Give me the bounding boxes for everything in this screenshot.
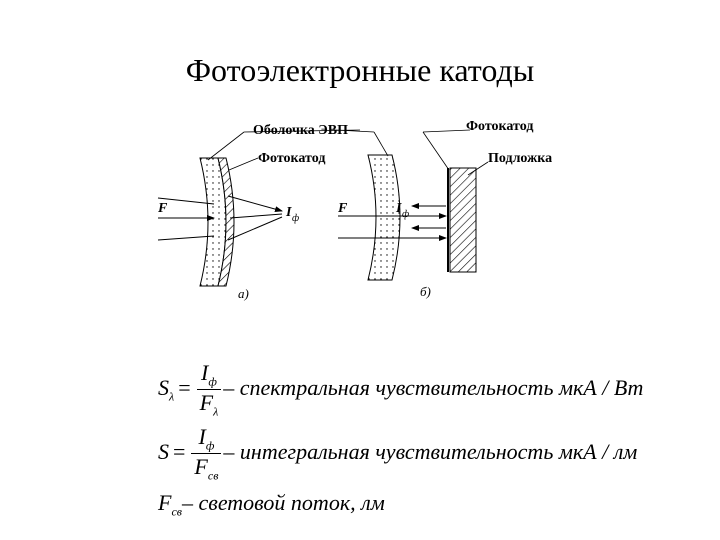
electron-ray-2-a — [230, 214, 282, 218]
formula-integral-sensitivity: S = $\frac{I_ф}{F_{св}}$ – интегральная чувствительность мкА / лм — [158, 424, 638, 483]
label-current-sub-a: ф — [292, 213, 300, 224]
formula1-num-sub: ф — [208, 374, 217, 389]
label-substrate-b: Подложка — [488, 151, 553, 166]
formula1-den: F — [199, 390, 214, 416]
ray-in-3-a — [158, 236, 214, 240]
formula3-text: – световой поток, лм — [182, 490, 385, 515]
formula2-text: – интегральная чувствительность мкА / лм — [223, 438, 638, 464]
label-photocathode-a: Фотокатод — [258, 151, 326, 166]
diagram-b — [336, 119, 552, 299]
formula3-lhs: F — [158, 490, 172, 515]
formula1-text: – спектральная чувствительность мкА / Вт — [223, 374, 644, 400]
formula1-den-sub: λ — [213, 404, 219, 419]
caption-a: а) — [238, 286, 249, 301]
formula-luminous-flux — [158, 490, 385, 519]
formula2-num: I — [198, 424, 206, 449]
label-current-sub-b: ф — [402, 209, 410, 220]
formula1-lhs-sub: λ — [169, 389, 175, 404]
formula2-fraction — [191, 424, 221, 484]
formula3-lhs-sub: св — [171, 504, 182, 519]
electron-ray-3-a — [228, 217, 282, 240]
label-flux-a: F — [158, 201, 168, 216]
diagram-a — [157, 123, 360, 301]
leader-photocathode-a — [229, 158, 258, 170]
formula1-num: I — [201, 360, 209, 385]
label-current-a: I — [286, 205, 292, 220]
electron-ray-1-a — [228, 196, 282, 211]
envelope-glass-b — [368, 155, 400, 280]
label-flux-b: F — [338, 201, 348, 216]
formula2-den-sub: св — [207, 468, 219, 483]
slide-title: Фотоэлектронные катоды — [185, 52, 535, 88]
formula1-lhs: S — [158, 374, 169, 400]
leader-photocathode-b — [423, 130, 470, 132]
label-photocathode-b: Фотокатод — [466, 119, 534, 134]
label-current-b: I — [396, 201, 402, 216]
formula2-den: F — [194, 454, 208, 480]
formula-spectral-sensitivity: $S_\lambda$ = $\frac{I_ф}{F_\lambda}$ – спектральная чувствительность мкА / Вт — [158, 360, 644, 419]
formula2-lhs: S — [158, 438, 169, 464]
formula1-fraction — [197, 360, 222, 420]
formula2-num-sub: ф — [205, 438, 215, 453]
label-envelope-a: Оболочка ЭВП — [253, 123, 348, 138]
caption-b: б) — [420, 284, 431, 299]
